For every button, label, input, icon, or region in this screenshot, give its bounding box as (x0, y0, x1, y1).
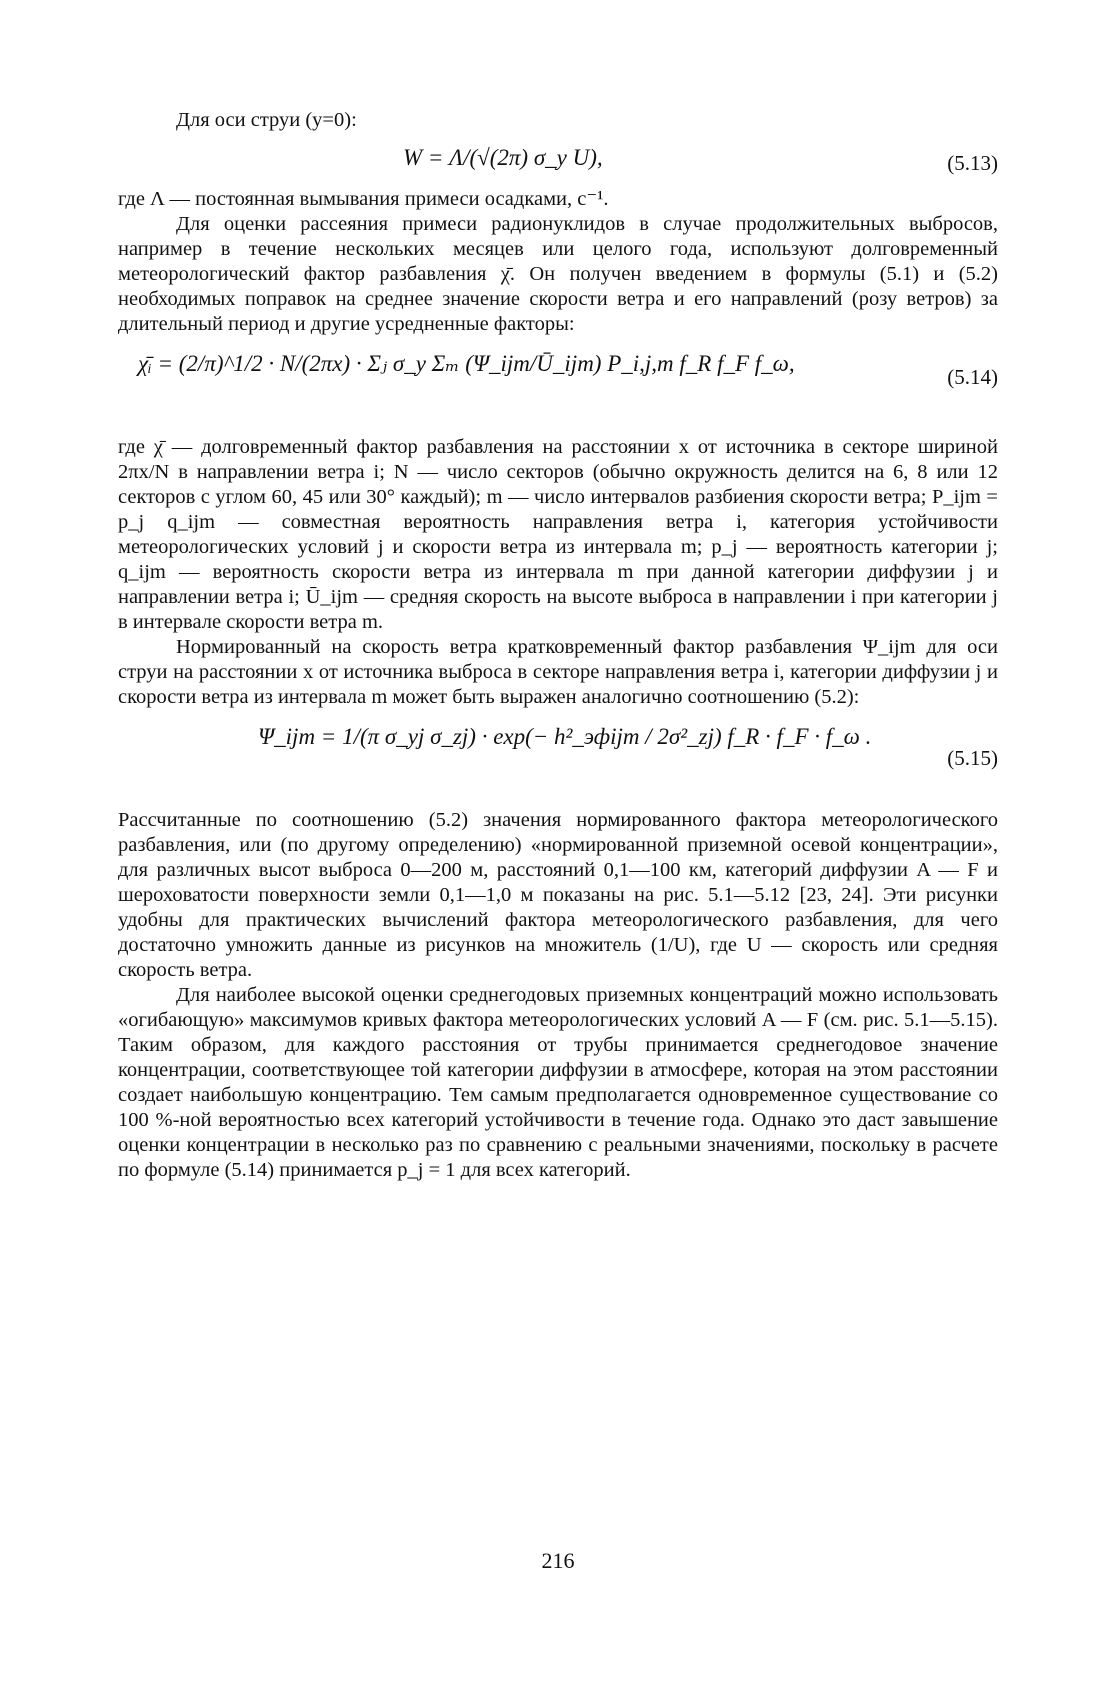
paragraph-symbol-definitions: где χ̄ — долговременный фактор разбавления на расстоянии x от источника в секторе шириной 2πx/N в направлении ветра i; N — число секторов (обычно окружность делится на 6, 8 или 12 секторов с углом 60, 45 или 30° каждый); m — число интервалов разбиения скорости ветра; P_ijm = p_j q_ijm — совместная вероятность направления ветра i, категория устойчивости метеорологических условий j и скорости ветра из интервала m; p_j — вероятность категории j; q_ijm — вероятность скорости ветра из интервала m при данной категории диффузии j и направлении ветра i; Ū_ijm — средняя скорость на высоте выброса в направлении i при категории j в интервале скорости ветра m. (118, 436, 998, 633)
paragraph-normalized-factor: Нормированный на скорость ветра кратковременный фактор разбавления Ψ_ijm для оси струи на расстоянии x от источника выброса в секторе направления ветра i, категории диффузии j и скорости ветра из интервала m может быть выражен аналогично соотношению (5.2): (118, 636, 998, 708)
page-number: 216 (541, 1548, 575, 1573)
paragraph-lambda-definition: где Λ — постоянная вымывания примеси осадками, с⁻¹. (118, 188, 609, 210)
equation-5-13-number: (5.13) (947, 151, 998, 175)
paragraph-calculated-values: Рассчитанные по соотношению (5.2) значения нормированного фактора метеорологического разбавления, или (по другому определению) «нормированной приземной осевой концентрации», для различных высот выброса 0—200 м, расстояний 0,1—100 км, категорий диффузии A — F и шероховатости поверхности земли 0,1—1,0 м показаны на рис. 5.1—5.12 [23, 24]. Эти рисунки удобны для практических вычислений фактора метеорологического разбавления, для чего достаточно умножить данные из рисунков на множитель (1/U), где U — скорость или средняя скорость ветра. (118, 809, 998, 981)
equation-5-14-body: χ̄ᵢ = (2/π)^1/2 · N/(2πx) · Σⱼ σ_y Σₘ (Ψ_ijm/Ū_ijm) P_i,j,m f_R f_F f_ω, (138, 351, 795, 376)
paragraph-envelope-estimate: Для наиболее высокой оценки среднегодовых приземных концентраций можно использовать «огибающую» максимумов кривых фактора метеорологических условий A — F (см. рис. 5.1—5.15). Таким образом, для каждого расстояния от трубы принимается среднегодовое значение концентрации, соответствующее той категории диффузии в атмосфере, которая на этом расстоянии создает наибольшую концентрацию. Тем самым предполагается одновременное существование со 100 %-ной вероятностью всех категорий устойчивости в течение года. Однако это даст завышение оценки концентрации в несколько раз по сравнению с реальными значениями, поскольку в расчете по формуле (5.14) принимается p_j = 1 для всех категорий. (118, 984, 998, 1181)
equation-5-13 (118, 139, 998, 187)
equation-5-14-number: (5.14) (947, 365, 998, 389)
equation-5-14 (118, 339, 998, 435)
equation-5-15-number: (5.15) (947, 746, 998, 770)
equation-5-15-body: Ψ_ijm = 1/(π σ_yj σ_zj) · exp(− h²_эфijm / 2σ²_zj) f_R · f_F · f_ω . (258, 724, 872, 749)
paragraph-long-term-factor: Для оценки рассеяния примеси радионуклидов в случае продолжительных выбросов, например в течение нескольких месяцев или целого года, используют долговременный метеорологический фактор разбавления χ̄. Он получен введением в формулы (5.1) и (5.2) необходимых поправок на среднее значение скорости ветра и его направлений (розу ветров) за длительный период и другие усредненные факторы: (118, 213, 998, 335)
equation-5-15 (118, 712, 998, 808)
page-body (118, 108, 998, 1183)
intro-line: Для оси струи (y=0): (176, 109, 357, 131)
equation-5-13-body: W = Λ/(√(2π) σ_y U), (403, 145, 603, 170)
